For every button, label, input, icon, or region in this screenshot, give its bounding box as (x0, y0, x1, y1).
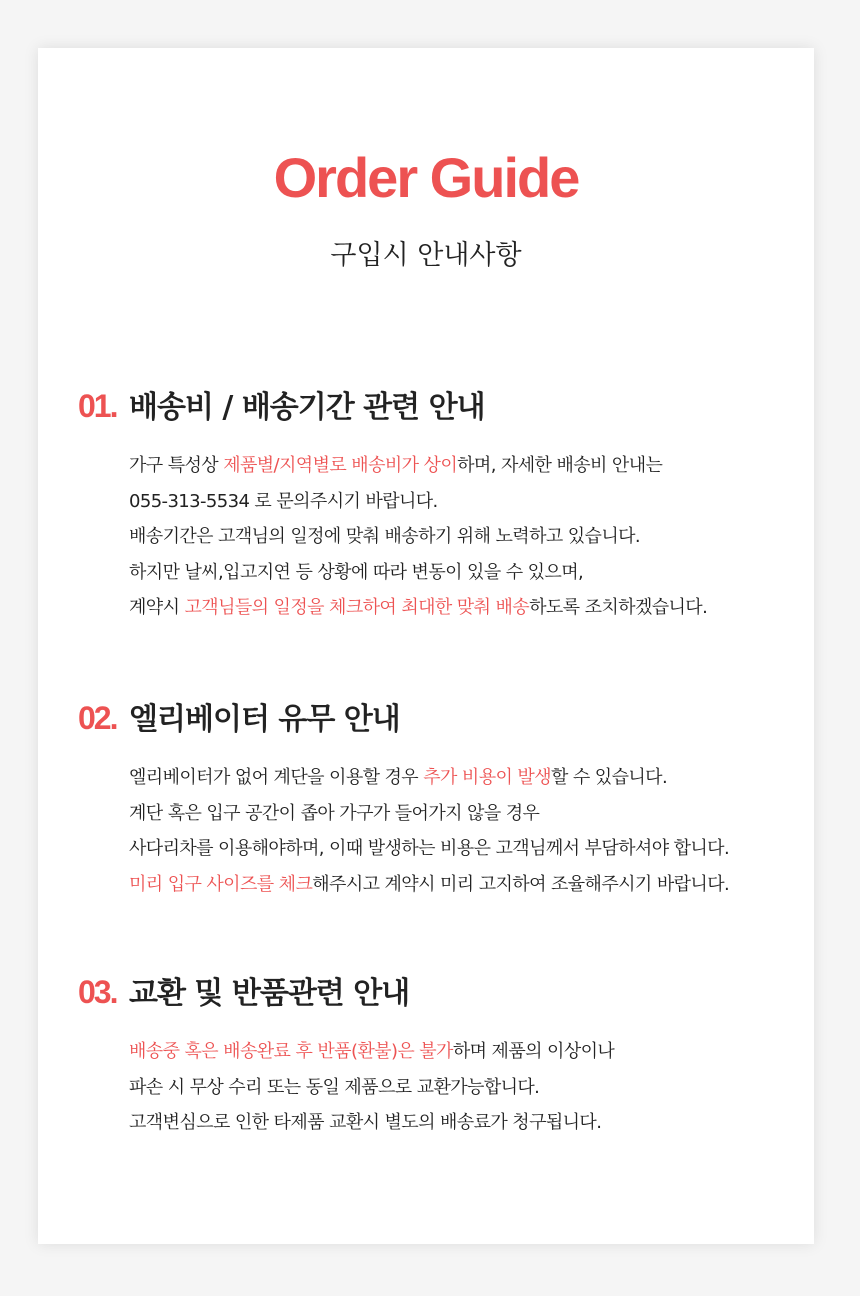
section-body (78, 760, 798, 902)
section-title: 교환 및 반품관련 안내 (129, 976, 410, 1011)
section-title: 배송비 / 배송기간 관련 안내 (129, 390, 485, 425)
section-body (78, 1034, 798, 1141)
text-segment: 할 수 있습니다. (550, 767, 668, 788)
body-line (129, 484, 798, 520)
text-segment: 055-313-5534 로 문의주시기 바랍니다. (129, 490, 438, 512)
highlight-text: 미리 입구 사이즈를 체크 (129, 873, 313, 895)
text-segment: 하며 제품의 이상이나 (452, 1041, 615, 1062)
highlight-text: 고객님들의 일정을 체크하여 최대한 맞춰 배송 (184, 597, 530, 618)
text-segment: 하며, 자세한 배송비 안내는 (457, 455, 663, 476)
text-segment: 가구 특성상 (129, 455, 224, 476)
body-line (129, 519, 798, 555)
text-segment: 하도록 조치하겠습니다. (529, 597, 708, 618)
text-segment: 엘리베이터가 없어 계단을 이용할 경우 (129, 767, 424, 788)
text-segment: 하지만 날씨,입고지연 등 상황에 따라 변동이 있을 수 있으며, (129, 561, 584, 583)
text-segment: 파손 시 무상 수리 또는 동일 제품으로 교환가능합니다. (129, 1076, 540, 1098)
highlight-text: 제품별/지역별로 배송비가 상이 (223, 455, 458, 476)
section-exchange-return (78, 972, 798, 1141)
body-line (129, 555, 798, 591)
body-line (129, 448, 798, 484)
body-line (129, 1070, 798, 1106)
section-shipping-fee (78, 386, 798, 626)
section-body (78, 448, 798, 626)
body-line (129, 1034, 798, 1070)
section-heading (78, 386, 798, 426)
highlight-text: 추가 비용이 발생 (423, 767, 551, 788)
section-title: 엘리베이터 유무 안내 (129, 702, 400, 737)
text-segment: 배송기간은 고객님의 일정에 맞춰 배송하기 위해 노력하고 있습니다. (129, 526, 641, 547)
section-elevator (78, 698, 798, 902)
page-subtitle: 구입시 안내사항 (330, 240, 522, 271)
body-line (129, 867, 798, 903)
section-heading (78, 698, 798, 738)
section-number: 01. (78, 388, 117, 424)
highlight-text: 배송중 혹은 배송완료 후 반품(환불)은 불가 (129, 1041, 453, 1062)
text-segment: 고객변심으로 인한 타제품 교환시 별도의 배송료가 청구됩니다. (129, 1112, 602, 1133)
section-number: 02. (78, 700, 117, 736)
section-number: 03. (78, 974, 117, 1010)
text-segment: 해주시고 계약시 미리 고지하여 조율해주시기 바랍니다. (312, 873, 730, 895)
text-segment: 계단 혹은 입구 공간이 좁아 가구가 들어가지 않을 경우 (129, 802, 540, 824)
page-title: Order Guide (273, 146, 579, 209)
section-heading (78, 972, 798, 1012)
body-line (129, 760, 798, 796)
text-segment: 사다리차를 이용해야하며, 이때 발생하는 비용은 고객님께서 부담하셔야 합니다. (129, 838, 730, 859)
body-line (129, 796, 798, 832)
guide-card (38, 48, 814, 1244)
body-line (129, 1105, 798, 1141)
text-segment: 계약시 (129, 597, 185, 618)
body-line (129, 831, 798, 867)
body-line (129, 590, 798, 626)
